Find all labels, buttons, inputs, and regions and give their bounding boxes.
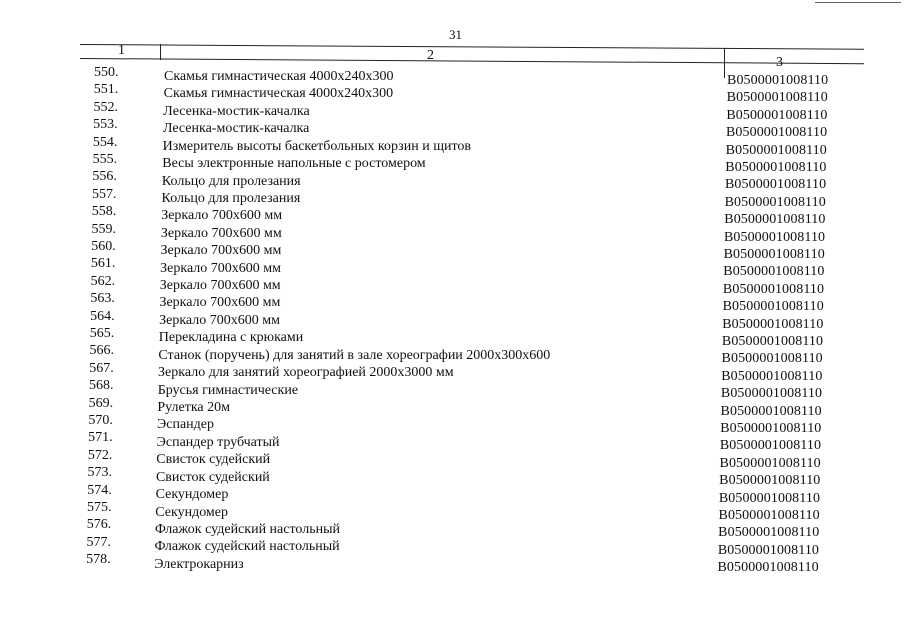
table-row — [0, 290, 905, 315]
row-number: 565. — [89, 326, 115, 341]
row-code: В0500001008110 — [719, 438, 822, 454]
row-number: 573. — [87, 465, 113, 481]
row-code: В0500001008110 — [718, 490, 821, 506]
table-row — [0, 551, 905, 576]
row-item-name: Зеркало 700х600 мм — [160, 243, 282, 259]
row-number: 566. — [89, 343, 115, 359]
row-number: 550. — [94, 65, 119, 80]
row-number: 576. — [86, 517, 112, 533]
table-row — [0, 203, 905, 228]
row-number: 561. — [90, 256, 116, 272]
row-item-name: Перекладина с крюками — [158, 330, 304, 346]
row-code: В0500001008110 — [727, 73, 829, 88]
row-number: 553. — [93, 117, 118, 133]
row-number: 554. — [92, 134, 118, 150]
row-code: В0500001008110 — [720, 403, 822, 419]
row-code: В0500001008110 — [725, 125, 828, 141]
row-number: 551. — [93, 82, 119, 98]
table-row — [0, 534, 905, 558]
row-item-name: Флажок судейский настольный — [154, 539, 340, 555]
table-row — [0, 482, 905, 506]
table-row — [0, 464, 905, 489]
table-row — [0, 360, 905, 384]
header-col-3: 3 — [776, 55, 783, 70]
row-item-name: Станок (поручень) для занятий в зале хореографии 2000х300х600 — [158, 347, 551, 363]
row-code: В0500001008110 — [722, 281, 825, 297]
row-item-name: Зеркало 700х600 мм — [160, 260, 281, 276]
row-code: В0500001008110 — [721, 368, 823, 384]
row-number: 552. — [93, 99, 118, 115]
table-row — [0, 186, 905, 210]
row-item-name: Скамья гимнастическая 4000х240х300 — [163, 86, 394, 102]
row-number: 563. — [90, 291, 115, 307]
row-number: 567. — [89, 360, 114, 376]
row-item-name: Флажок судейский настольный — [154, 521, 340, 537]
row-number: 577. — [86, 534, 111, 550]
table-row — [0, 325, 905, 349]
row-number: 559. — [91, 221, 116, 237]
row-code: В0500001008110 — [726, 90, 828, 106]
row-code: В0500001008110 — [718, 525, 820, 541]
row-number: 560. — [91, 239, 116, 254]
table-row — [0, 64, 905, 88]
header-col-2: 2 — [427, 48, 434, 63]
row-number: 571. — [88, 430, 113, 446]
row-number: 568. — [88, 378, 114, 394]
table-row — [0, 395, 905, 419]
row-item-name: Кольцо для пролезания — [161, 190, 301, 206]
row-code: В0500001008110 — [723, 264, 825, 280]
row-code: В0500001008110 — [726, 107, 828, 123]
row-code: В0500001008110 — [724, 194, 826, 210]
row-number: 556. — [92, 169, 117, 185]
table-row — [0, 429, 905, 454]
table-row — [0, 116, 905, 141]
row-number: 562. — [90, 273, 116, 289]
row-item-name: Брусья гимнастические — [157, 382, 299, 398]
row-code: В0500001008110 — [724, 212, 826, 228]
table-row — [0, 499, 905, 523]
row-code: В0500001008110 — [719, 455, 821, 471]
row-code: В0500001008110 — [718, 508, 820, 523]
row-item-name: Весы электронные напольные с ростомером — [162, 156, 426, 172]
table-row — [0, 255, 905, 280]
table-row — [0, 377, 905, 402]
table-row — [0, 168, 905, 193]
row-item-name: Лесенка-мостик-качалка — [162, 121, 310, 137]
row-code: В0500001008110 — [721, 351, 823, 367]
row-code: В0500001008110 — [725, 160, 827, 175]
row-number: 570. — [88, 413, 113, 428]
header-col-1: 1 — [118, 43, 125, 58]
table-row — [0, 412, 905, 436]
row-item-name: Зеркало для занятий хореографией 2000х3000 мм — [158, 365, 454, 381]
row-number: 558. — [91, 204, 117, 220]
row-item-name: Свисток судейский — [156, 452, 271, 468]
row-item-name: Лесенка-мостик-качалка — [163, 103, 310, 119]
row-code: В0500001008110 — [719, 473, 821, 489]
row-number: 564. — [90, 308, 115, 324]
table-row — [0, 516, 905, 541]
row-item-name: Зеркало 700х600 мм — [159, 278, 281, 294]
table-row — [0, 308, 905, 332]
row-code: В0500001008110 — [724, 177, 827, 193]
row-item-name: Эспандер трубчатый — [156, 434, 280, 450]
row-number: 569. — [88, 395, 114, 411]
row-code: В0500001008110 — [720, 421, 822, 436]
row-number: 574. — [87, 482, 112, 498]
row-item-name: Зеркало 700х600 мм — [159, 312, 280, 328]
row-item-name: Рулетка 20м — [157, 399, 230, 415]
row-item-name: Электрокарниз — [154, 556, 244, 572]
row-code: В0500001008110 — [717, 560, 819, 576]
table-row — [0, 447, 905, 471]
table-row — [0, 221, 905, 245]
row-number: 555. — [92, 152, 118, 167]
row-code: В0500001008110 — [720, 386, 823, 402]
row-code: В0500001008110 — [717, 542, 820, 558]
row-item-name: Кольцо для пролезания — [161, 173, 301, 189]
row-item-name: Эспандер — [157, 417, 214, 433]
row-code: В0500001008110 — [723, 247, 825, 262]
row-code: В0500001008110 — [722, 299, 824, 315]
row-item-name: Секундомер — [155, 504, 228, 520]
row-code: В0500001008110 — [722, 316, 824, 332]
row-item-name: Секундомер — [155, 487, 229, 503]
table-row — [0, 134, 905, 158]
row-number: 572. — [87, 447, 113, 463]
row-code: В0500001008110 — [721, 334, 824, 349]
row-item-name: Зеркало 700х600 мм — [161, 208, 283, 224]
table-row — [0, 81, 905, 106]
row-number: 578. — [86, 552, 111, 568]
table-row — [0, 273, 905, 297]
row-code: В0500001008110 — [723, 229, 826, 245]
row-item-name: Зеркало 700х600 мм — [159, 295, 281, 311]
page-number: 31 — [449, 27, 462, 42]
row-item-name: Свисток судейский — [155, 469, 270, 485]
table-row — [0, 238, 905, 262]
table-row — [0, 99, 905, 123]
row-item-name: Зеркало 700х600 мм — [160, 225, 282, 241]
row-number: 575. — [87, 500, 112, 515]
row-number: 557. — [92, 186, 117, 202]
table-row — [0, 342, 905, 367]
table-row — [0, 151, 905, 175]
row-code: В0500001008110 — [725, 142, 827, 158]
row-item-name: Измеритель высоты баскетбольных корзин и щитов — [162, 138, 472, 154]
row-item-name: Скамья гимнастическая 4000х240х300 — [164, 69, 394, 84]
